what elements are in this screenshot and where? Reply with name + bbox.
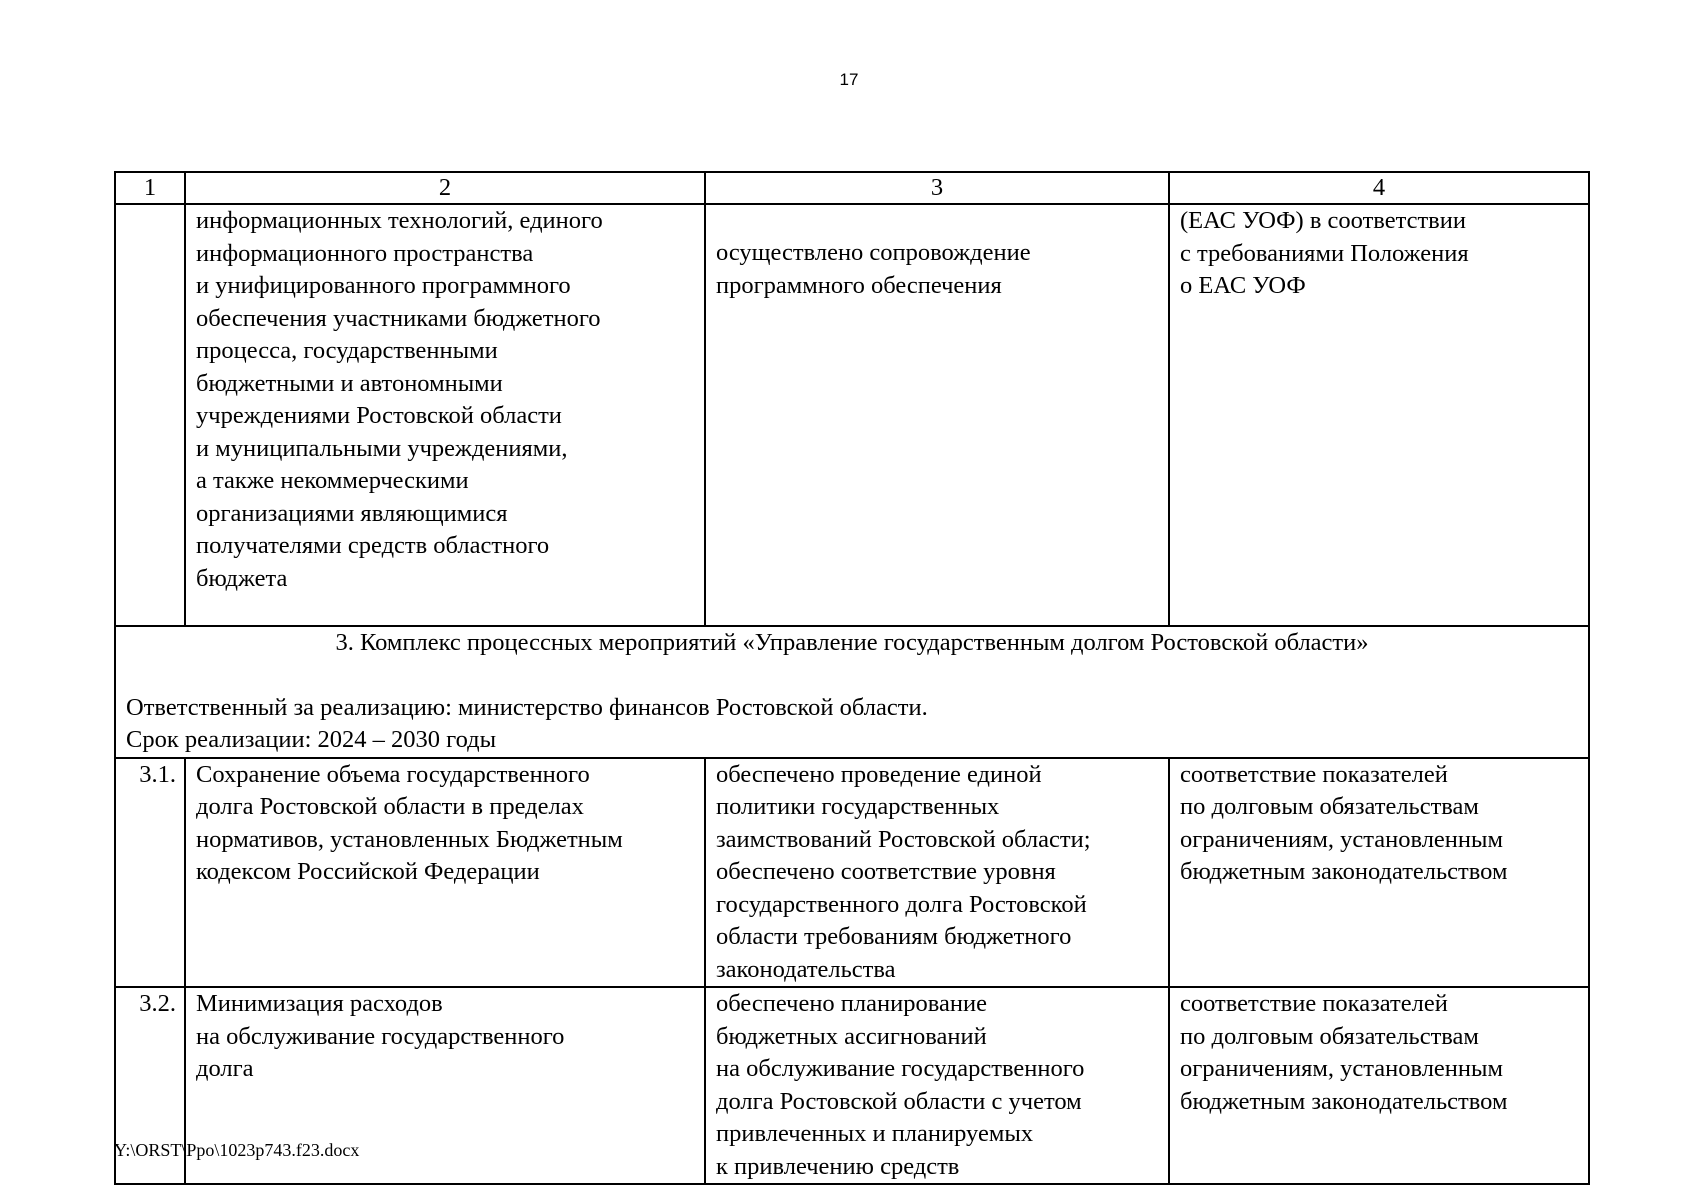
text-line: с требованиями Положения [1180, 239, 1469, 267]
text-line: Минимизация расходов [196, 990, 443, 1017]
text-line: обеспечено соответствие уровня [716, 858, 1056, 885]
table-row-continuation [115, 204, 1589, 626]
section-responsible: Ответственный за реализацию: министерство финансов Ростовской области. [126, 693, 928, 721]
file-path-footer: Y:\ORST\Ppo\1023p743.f23.docx [114, 1140, 360, 1160]
text-line: соответствие показателей [1180, 990, 1448, 1017]
measures-table [114, 171, 1590, 1185]
text-line: о ЕАС УОФ [1180, 272, 1306, 299]
text-line: кодексом Российской Федерации [196, 858, 540, 885]
text-line: заимствований Ростовской области; [716, 825, 1091, 853]
text-line: бюджетными и автономными [196, 369, 503, 397]
text-line: Сохранение объема государственного [196, 760, 590, 788]
section-header-cell [115, 626, 1589, 758]
text-line: бюджетным законодательством [1180, 858, 1508, 885]
text-line: на обслуживание государственного [716, 1055, 1085, 1082]
text-line: осуществлено сопровождение [716, 239, 1031, 266]
section-term: Срок реализации: 2024 – 2030 годы [126, 726, 497, 753]
row-number: 3.2. [115, 987, 185, 1184]
text-line: по долговым обязательствам [1180, 1022, 1479, 1050]
text-line: ограничениям, установленным [1180, 1055, 1503, 1082]
text-line: обеспечено проведение единой [716, 760, 1042, 788]
characteristic-cell [1169, 758, 1589, 988]
text-line: информационных технологий, единого [196, 207, 603, 234]
cont-result-cell [705, 204, 1169, 626]
text-line: бюджета [196, 564, 288, 592]
text-line: обеспечения участниками бюджетного [196, 304, 601, 332]
text-line: политики государственных [716, 793, 1000, 820]
text-line: и унифицированного программного [196, 272, 571, 299]
text-line: на обслуживание государственного [196, 1022, 565, 1050]
text-line: долга Ростовской области с учетом [716, 1087, 1082, 1115]
text-line: области требованиям бюджетного [716, 923, 1072, 950]
text-line: а также некоммерческими [196, 467, 469, 494]
text-line: ограничениям, установленным [1180, 825, 1503, 853]
header-col-4: 4 [1169, 172, 1589, 204]
cont-characteristic-cell [1169, 204, 1589, 626]
text-line: процесса, государственными [196, 337, 498, 364]
page-number: 17 [839, 70, 859, 89]
cont-description-cell [185, 204, 705, 626]
text-line: программного обеспечения [716, 271, 1002, 299]
header-col-2: 2 [185, 172, 705, 204]
text-line: к привлечению средств [716, 1152, 960, 1180]
text-line: бюджетным законодательством [1180, 1087, 1508, 1115]
text-line: государственного долга Ростовской [716, 890, 1087, 918]
text-line: соответствие показателей [1180, 760, 1448, 788]
header-col-3: 3 [705, 172, 1169, 204]
text-line: и муниципальными учреждениями, [196, 434, 568, 462]
result-cell [705, 987, 1169, 1184]
table-row [115, 758, 1589, 988]
characteristic-cell [1169, 987, 1589, 1184]
text-line: нормативов, установленных Бюджетным [196, 825, 623, 853]
section-title: 3. Комплекс процессных мероприятий «Управление государственным долгом Ростовской области» [335, 629, 1369, 656]
text-line: получателями средств областного [196, 532, 550, 559]
measure-name-cell [185, 758, 705, 988]
text-line: организациями являющимися [196, 499, 508, 527]
text-line: привлеченных и планируемых [716, 1120, 1034, 1147]
result-cell [705, 758, 1169, 988]
header-col-1: 1 [115, 172, 185, 204]
text-line: законодательства [716, 955, 896, 983]
text-line: обеспечено планирование [716, 990, 987, 1017]
text-line: информационного пространства [196, 239, 534, 267]
text-line: (ЕАС УОФ) в соответствии [1180, 207, 1466, 234]
text-line: по долговым обязательствам [1180, 793, 1479, 820]
text-line: бюджетных ассигнований [716, 1022, 987, 1050]
text-line: учреждениями Ростовской области [196, 402, 562, 429]
table-header-row [115, 172, 1589, 204]
text-line: долга [196, 1055, 254, 1082]
section-header-row [115, 626, 1589, 758]
cont-num-cell [115, 204, 185, 626]
row-number: 3.1. [115, 758, 185, 988]
text-line: долга Ростовской области в пределах [196, 793, 584, 820]
